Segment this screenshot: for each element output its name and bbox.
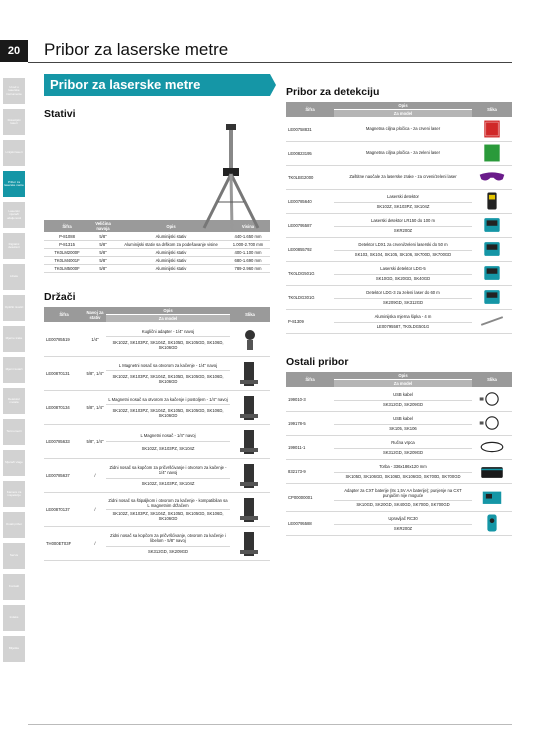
cell-slika [472,436,512,460]
product-image [474,191,510,211]
table-row [44,249,270,257]
product-image [232,426,268,456]
cell-model: SK10GD, SK20GD, SK40GD, SK700D, SK700GD [334,501,472,512]
cell-model: SK209GD, SK312GD [334,298,472,309]
cell-visina: 680-1.690 mm [226,257,270,265]
cell-sifra: 199178-5 [286,412,334,436]
cell-sifra: LE00795587 [286,214,334,238]
page-title: Pribor za laserske metre [44,40,229,59]
col-visina: Visina [226,220,270,233]
cell-slika [230,459,270,493]
cell-visina: 400-1.100 mm [226,249,270,257]
cell-slika [472,214,512,238]
product-image [232,460,268,490]
col-sifra: Šifra [44,307,84,323]
col-opis: Opis [334,102,472,110]
cell-sifra: 832173-9 [286,460,334,484]
cell-opis: Torba - 336x186x120 mm [334,460,472,473]
table-row [44,257,270,265]
sidebar-tab[interactable]: Mjerači vlage [3,450,25,476]
sidebar-tab[interactable]: Termometri [3,419,25,445]
table-row [44,527,270,547]
right-column [286,74,512,536]
cell-model: SK102Z, SK103PZ, SK104Z [106,478,230,492]
col-sifra: Šifra [286,102,334,118]
table-row [286,436,512,449]
product-image [474,263,510,283]
cell-model: SK312GD, SK209GD [334,400,472,411]
col-za-model: Za model [334,110,472,118]
cell-slika [472,166,512,190]
table-row [44,425,270,442]
table-row [44,323,270,337]
cell-sifra: TK0LDG501G [286,262,334,286]
product-image [232,324,268,354]
cell-visina: 789-2.960 mm [226,265,270,273]
sidebar [0,0,28,755]
cell-sifra: LE00870134 [44,391,84,425]
col-slika: Slika [230,307,270,323]
cell-navoj: 5/8" [90,241,116,249]
cell-slika [472,118,512,142]
cell-sifra: P-81309 [286,310,334,334]
product-image [474,389,510,409]
cell-sifra: LE00758831 [286,118,334,142]
cell-model: SK102Z, SK103PZ, SK104Z [106,442,230,459]
cell-navoj: 5/8" [90,265,116,273]
cell-slika [230,425,270,459]
cell-opis: Zaštitne naočale za laserske zrake - za crveni/zeleni laser [334,166,472,190]
product-image [232,392,268,422]
cell-sifra: P-81315 [44,241,90,249]
cell-opis: Aluminijski stativ sa drškom za podešavanje visine [116,241,226,249]
cell-model: SKR200Z [334,226,472,237]
col-sifra: Šifra [286,372,334,388]
cell-navoj: / [84,459,106,493]
cell-opis: Aluminijski stativ [116,233,226,241]
detekcija-title: Pribor za detekciju [286,86,380,98]
sidebar-tab[interactable]: Kamere za inspekciju [3,481,25,507]
cell-sifra: LE00785640 [286,190,334,214]
sidebar-tab[interactable]: Ostali pribor [3,512,25,538]
cell-navoj: 5/8" [90,233,116,241]
product-image [474,215,510,235]
cell-sifra: P-81088 [44,233,90,241]
cell-opis: Aluminijski stativ [116,249,226,257]
cell-slika [230,391,270,425]
product-image [232,494,268,524]
sidebar-tab[interactable]: Libele [3,264,25,290]
table-row [286,214,512,227]
sidebar-tab[interactable]: Pribor za laserske metre [3,171,25,197]
table-row [44,241,270,249]
cell-opis: Kuglični adapter - 1/4" navoj [106,323,230,337]
table-row [286,512,512,525]
cell-slika [230,527,270,561]
cell-sifra: LE00870131 [44,357,84,391]
cell-slika [472,388,512,412]
cell-opis: Magnetna ciljna pločica - za zeleni laser [334,142,472,166]
cell-slika [230,493,270,527]
cell-model: SK102Z, SK103PZ, SK104Z [334,202,472,213]
product-image [474,513,510,533]
cell-slika [472,460,512,484]
stativi-title: Stativi [44,108,76,120]
cell-opis: Laserski detektor LR150 do 100 m [334,214,472,227]
cell-model: SK102Z, SK103PZ, SK104Z, SK105D, SK105GD, SK106D, SK106GD [106,371,230,391]
detekcija-table [286,102,512,334]
header-divider [28,62,512,63]
col-opis: Opis [334,372,472,380]
col-opis: Opis [106,307,230,315]
cell-sifra: LE00823195 [286,142,334,166]
sidebar-tab[interactable]: Laserski mjerači udaljenosti [3,202,25,228]
col-navoj: Veličina navoja [90,220,116,233]
table-row [286,310,512,323]
sidebar-tabs [3,78,25,667]
cell-navoj: / [84,527,106,561]
cell-slika [472,512,512,536]
table-row [286,484,512,501]
cell-opis: USB kabel [334,388,472,401]
cell-model: SK105D, SK106GD, SK106D, SK106GD, SK700D, SK700GD [334,472,472,483]
cell-navoj: 5/8", 1/4" [84,391,106,425]
cell-sifra: TH000ET03F [44,527,84,561]
cell-navoj: 5/8", 1/4" [84,425,106,459]
cell-model: LE00795587, TK0LDG501G [334,322,472,333]
cell-opis: Ručna vrpca [334,436,472,449]
sidebar-tab[interactable]: Rotacijski laseri [3,109,25,135]
cell-slika [230,357,270,391]
tripod-image [196,124,266,232]
sidebar-tab[interactable]: Bilješke [3,636,25,662]
table-row [286,238,512,251]
cell-model: SK312GD, SK209GD [106,546,230,560]
table-row [286,262,512,275]
cell-model: SKR200Z [334,524,472,535]
product-image [474,167,510,187]
cell-sifra: CP00000001 [286,484,334,512]
ostali-table [286,372,512,536]
product-image [474,311,510,331]
sidebar-tab[interactable]: Servis [3,543,25,569]
table-row [286,166,512,190]
sidebar-tab[interactable]: Detektori metala [3,388,25,414]
col-sifra: Šifra [44,220,90,233]
cell-slika [472,412,512,436]
product-image [474,143,510,163]
cell-model: SK312GD, SK209GD [334,448,472,459]
sidebar-tab[interactable]: Linijski laseri [3,140,25,166]
table-row [44,493,270,510]
cell-sifra: TK0LM2000F [44,249,90,257]
cell-model: SK10GD, SK20GD, SK40GD [334,274,472,285]
table-row [286,388,512,401]
drzaci-title: Držači [44,291,76,303]
cell-navoj: 1/4" [84,323,106,357]
table-row [44,459,270,479]
cell-sifra: 199010-3 [286,388,334,412]
table-row [286,118,512,142]
cell-opis: Zidni nosač sa kopčom za pričvršćivanje, otvorom za kačenje i libelom - 5/8" navoj [106,527,230,547]
cell-visina: 440-1.650 mm [226,233,270,241]
ostali-title: Ostali pribor [286,356,349,368]
cell-slika [230,323,270,357]
sidebar-tab[interactable]: Mjerni kotači [3,357,25,383]
cell-opis: Laserski detektor LDG-5 [334,262,472,275]
table-row [44,357,270,371]
table-row [286,412,512,425]
cell-opis: USB kabel [334,412,472,425]
cell-navoj: 5/8", 1/4" [84,357,106,391]
sidebar-tab[interactable]: Optički niveliri [3,295,25,321]
cell-opis: L Magnetni nosač - 1/4" navoj [106,425,230,442]
cell-sifra: LE00785519 [44,323,84,357]
cell-visina: 1.000-2.700 mm [226,241,270,249]
product-image [474,413,510,433]
col-navoj: Navoj za stativ [84,307,106,323]
sidebar-tab[interactable]: Kontakt [3,574,25,600]
cell-navoj: 5/8" [90,257,116,265]
sidebar-tab[interactable]: Digitalni detektori [3,233,25,259]
cell-opis: Aluminijska mjerna šipka - 4 m [334,310,472,323]
cell-sifra: LE00870137 [44,493,84,527]
table-row [286,460,512,473]
cell-opis: Upravljač RC30 [334,512,472,525]
cell-model: SK103, SK104, SK105, SK106, SK700D, SK700GD [334,250,472,261]
cell-slika [472,238,512,262]
cell-opis: L Magnetni nosač sa otvorom za kačenje - 1/4" navoj [106,357,230,371]
cell-sifra: LE00785637 [44,459,84,493]
cell-opis: Detektor LDG-3 za zeleni laser do 60 m [334,286,472,299]
cell-slika [472,286,512,310]
cell-sifra: TK0LM5000F [44,265,90,273]
cell-sifra: TK0LDG301G [286,286,334,310]
product-image [232,528,268,558]
table-row [286,190,512,203]
cell-navoj: / [84,493,106,527]
col-za-model: Za model [334,380,472,388]
cell-opis: Zidni nosač sa kopčom za pričvršćivanje i otvorom za kačenje - 1/4" navoj [106,459,230,479]
cell-model: SK102Z, SK103PZ, SK104Z, SK105D, SK105GD, SK106D, SK106GD [106,510,230,527]
cell-sifra: LE00795588 [286,512,334,536]
cell-opis: Adapter za CXT baterije (8x 1,5V AA baterije); punjenje na CXT punjačim nije moguće [334,484,472,501]
product-image [474,119,510,139]
drzaci-table [44,307,270,561]
col-slika: Slika [472,102,512,118]
cell-slika [472,142,512,166]
cell-opis: Aluminijski stativ [116,257,226,265]
product-image [474,487,510,507]
sidebar-tab[interactable]: Mjerne trake [3,326,25,352]
col-slika: Slika [472,372,512,388]
product-image [474,239,510,259]
page-number: 20 [0,40,28,62]
cell-model: SK105, SK106 [334,424,472,435]
cell-opis: L Magnetni nosač sa otvorom za kačenje i postoljem - 1/4" navoj [106,391,230,405]
cell-sifra: LE00855792 [286,238,334,262]
table-row [44,233,270,241]
cell-sifra: TK0LBG2000 [286,166,334,190]
cell-sifra: TK0LM4001F [44,257,90,265]
table-row [286,142,512,166]
sidebar-tab[interactable]: Indeks [3,605,25,631]
cell-sifra: LE00785633 [44,425,84,459]
footer-divider [28,724,512,725]
table-row [44,265,270,273]
cell-slika [472,484,512,512]
cell-opis: Laserski detektor [334,190,472,203]
cell-opis: Aluminijski stativ [116,265,226,273]
col-opis: Opis [116,220,226,233]
product-image [474,461,510,481]
cell-model: SK102Z, SK103PZ, SK104Z, SK105D, SK105GD, SK106D, SK106GD [106,405,230,425]
cell-slika [472,262,512,286]
table-row [44,391,270,405]
section-banner: Pribor za laserske metre [44,74,270,96]
product-image [474,437,510,457]
table-row [286,286,512,299]
product-image [474,287,510,307]
cell-opis: Magnetna ciljna pločica - za crveni laser [334,118,472,142]
cell-slika [472,310,512,334]
sidebar-tab[interactable]: Uvod u laserske instrumente [3,78,25,104]
cell-opis: Detektor LDX1 za crveni/zeleni laserski do 50 m [334,238,472,251]
cell-navoj: 5/8" [90,249,116,257]
cell-model: SK102Z, SK103PZ, SK104Z, SK105D, SK105GD, SK106D, SK106GD [106,337,230,357]
cell-sifra: 199011-1 [286,436,334,460]
cell-opis: Zidni nosač sa štipaljkom i otvorom za kačenje - kompatibilan sa L magnetnim držačem [106,493,230,510]
col-za-model: Za model [106,315,230,323]
cell-slika [472,190,512,214]
product-image [232,358,268,388]
left-column [44,74,270,561]
